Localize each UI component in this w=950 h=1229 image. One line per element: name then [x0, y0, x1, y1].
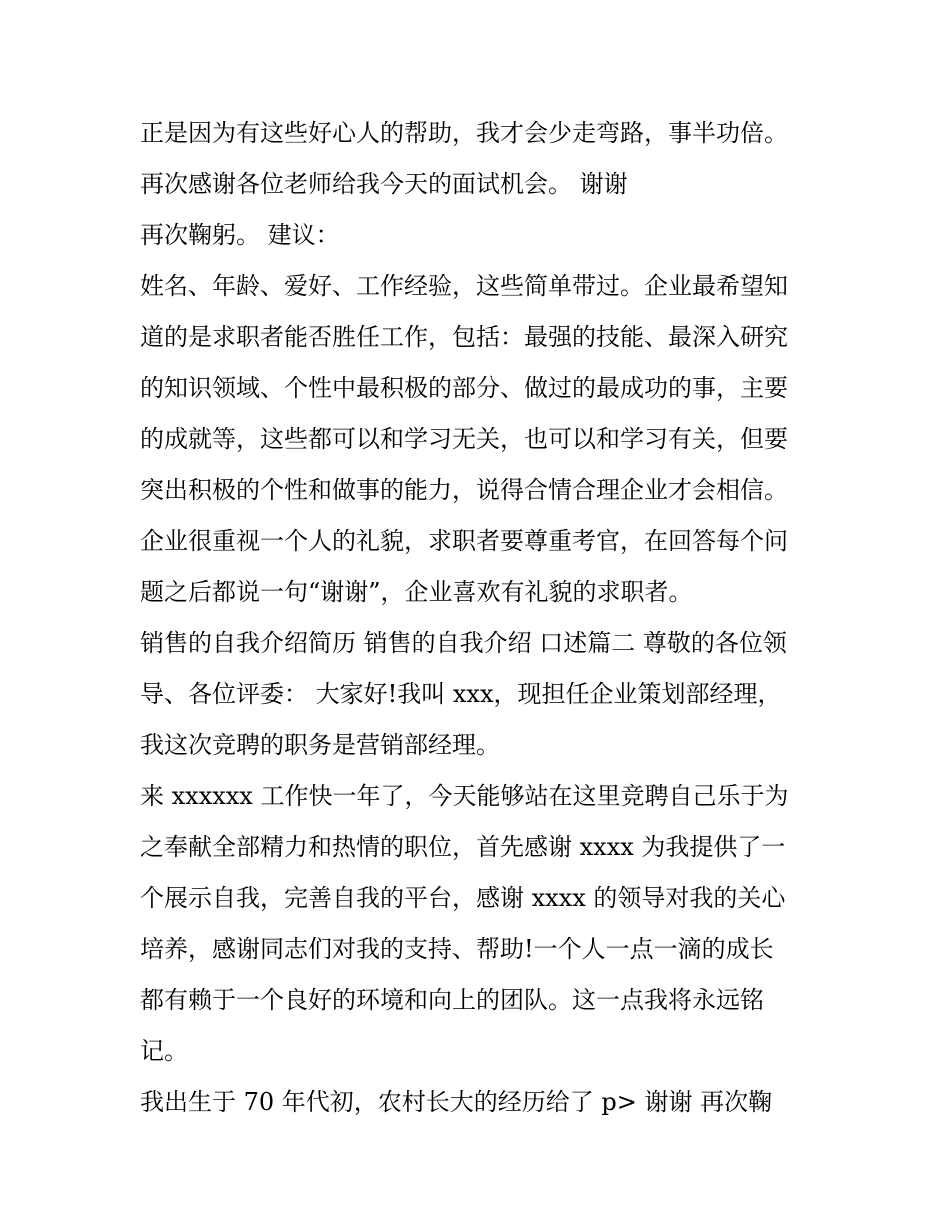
text-line: 再次鞠躬。 建议：: [140, 221, 340, 249]
text-line: 我出生于 70 年代初，农村长大的经历给了 p> 谢谢 再次鞠: [140, 1088, 773, 1116]
text-line: 再次感谢各位老师给我今天的面试机会。 谢谢: [140, 170, 628, 198]
text-line: 培养，感谢同志们对我的支持、帮助!一个人一点一滴的成长: [140, 935, 774, 963]
text-line: 题之后都说一句“谢谢”，企业喜欢有礼貌的求职者。: [140, 578, 693, 606]
text-line: 记。: [140, 1037, 188, 1065]
text-line: 之奉献全部精力和热情的职位，首先感谢 xxxx 为我提供了一: [140, 833, 786, 861]
text-line: 都有赖于一个良好的环境和向上的团队。这一点我将永远铭: [140, 986, 764, 1014]
text-line: 突出积极的个性和做事的能力，说得合情合理企业才会相信。: [140, 476, 788, 504]
text-line: 企业很重视一个人的礼貌，求职者要尊重考官，在回答每个问: [140, 527, 788, 555]
text-line: 的知识领域、个性中最积极的部分、做过的最成功的事，主要: [140, 374, 788, 402]
text-line: 道的是求职者能否胜任工作，包括：最强的技能、最深入研究: [140, 323, 788, 351]
text-line: 个展示自我，完善自我的平台，感谢 xxxx 的领导对我的关心: [140, 884, 786, 912]
text-line: 销售的自我介绍简历 销售的自我介绍 口述篇二 尊敬的各位领: [140, 629, 787, 657]
body-text: [140, 108, 830, 1128]
text-line: 来 xxxxxx 工作快一年了，今天能够站在这里竞聘自己乐于为: [140, 782, 789, 810]
text-line: 导、各位评委： 大家好!我叫 xxx，现担任企业策划部经理，: [140, 680, 782, 708]
text-line: 我这次竞聘的职务是营销部经理。: [140, 731, 500, 759]
text-line: 姓名、年龄、爱好、工作经验，这些简单带过。企业最希望知: [140, 272, 788, 300]
text-line: 的成就等，这些都可以和学习无关，也可以和学习有关，但要: [140, 425, 788, 453]
text-line: 正是因为有这些好心人的帮助，我才会少走弯路，事半功倍。: [140, 119, 788, 147]
